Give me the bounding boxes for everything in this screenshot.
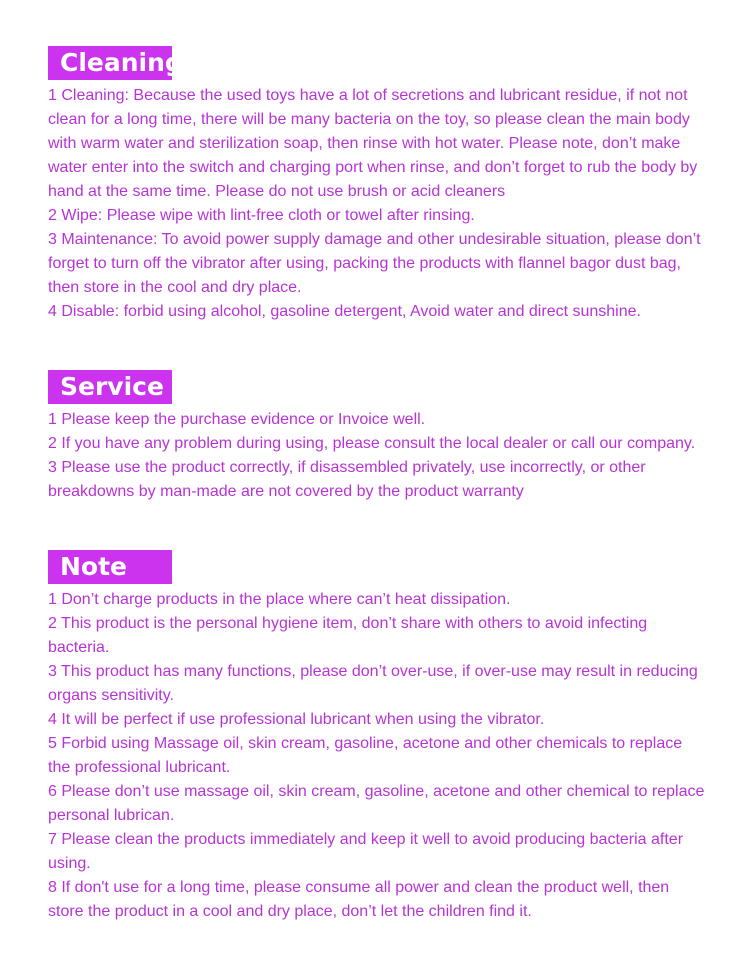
service-item: 1 Please keep the purchase evidence or Invoice well. — [48, 411, 426, 428]
service-item: 3 Please use the product correctly, if disassembled privately, use incorrectly, or other breakdowns by man-made are not covered by the product warranty — [48, 459, 646, 500]
service-heading: Service — [48, 370, 172, 404]
service-section — [48, 370, 708, 504]
cleaning-section — [48, 46, 708, 324]
cleaning-item: 4 Disable: forbid using alcohol, gasoline detergent, Avoid water and direct sunshine. — [48, 303, 641, 320]
service-item: 2 If you have any problem during using, please consult the local dealer or call our company. — [48, 435, 696, 452]
note-item: 7 Please clean the products immediately and keep it well to avoid producing bacteria after using. — [48, 831, 684, 872]
cleaning-item: 2 Wipe: Please wipe with lint-free cloth or towel after rinsing. — [48, 207, 475, 224]
cleaning-heading: Cleaning — [48, 46, 172, 80]
note-item: 6 Please don’t use massage oil, skin cream, gasoline, acetone and other chemical to replace personal lubrican. — [48, 783, 705, 824]
note-item: 5 Forbid using Massage oil, skin cream, gasoline, acetone and other chemicals to replace the professional lubricant. — [48, 735, 683, 776]
note-item: 2 This product is the personal hygiene item, don’t share with others to avoid infecting bacteria. — [48, 615, 648, 656]
cleaning-item: 3 Maintenance: To avoid power supply damage and other undesirable situation, please don’t forget to turn off the vibrator after using, packing the products with flannel bagor dust bag, then store in the cool and dry place. — [48, 231, 701, 296]
note-section — [48, 550, 708, 924]
note-item: 8 If don't use for a long time, please consume all power and clean the product well, then store the product in a cool and dry place, don’t let the children find it. — [48, 879, 670, 920]
note-item: 4 It will be perfect if use professional lubricant when using the vibrator. — [48, 711, 545, 728]
note-item: 1 Don’t charge products in the place where can’t heat dissipation. — [48, 591, 511, 608]
note-item: 3 This product has many functions, please don’t over-use, if over-use may result in reducing organs sensitivity. — [48, 663, 698, 704]
cleaning-item: 1 Cleaning: Because the used toys have a lot of secretions and lubricant residue, if not not clean for a long time, there will be many bacteria on the toy, so please clean the main body with warm water and sterilization soap, then rinse with hot water. Please note, don’t make water enter into the switch and charging port when rinse, and don’t forget to rub the body by hand at the same time. Please do not use brush or acid cleaners — [48, 87, 698, 200]
note-heading: Note — [48, 550, 172, 584]
